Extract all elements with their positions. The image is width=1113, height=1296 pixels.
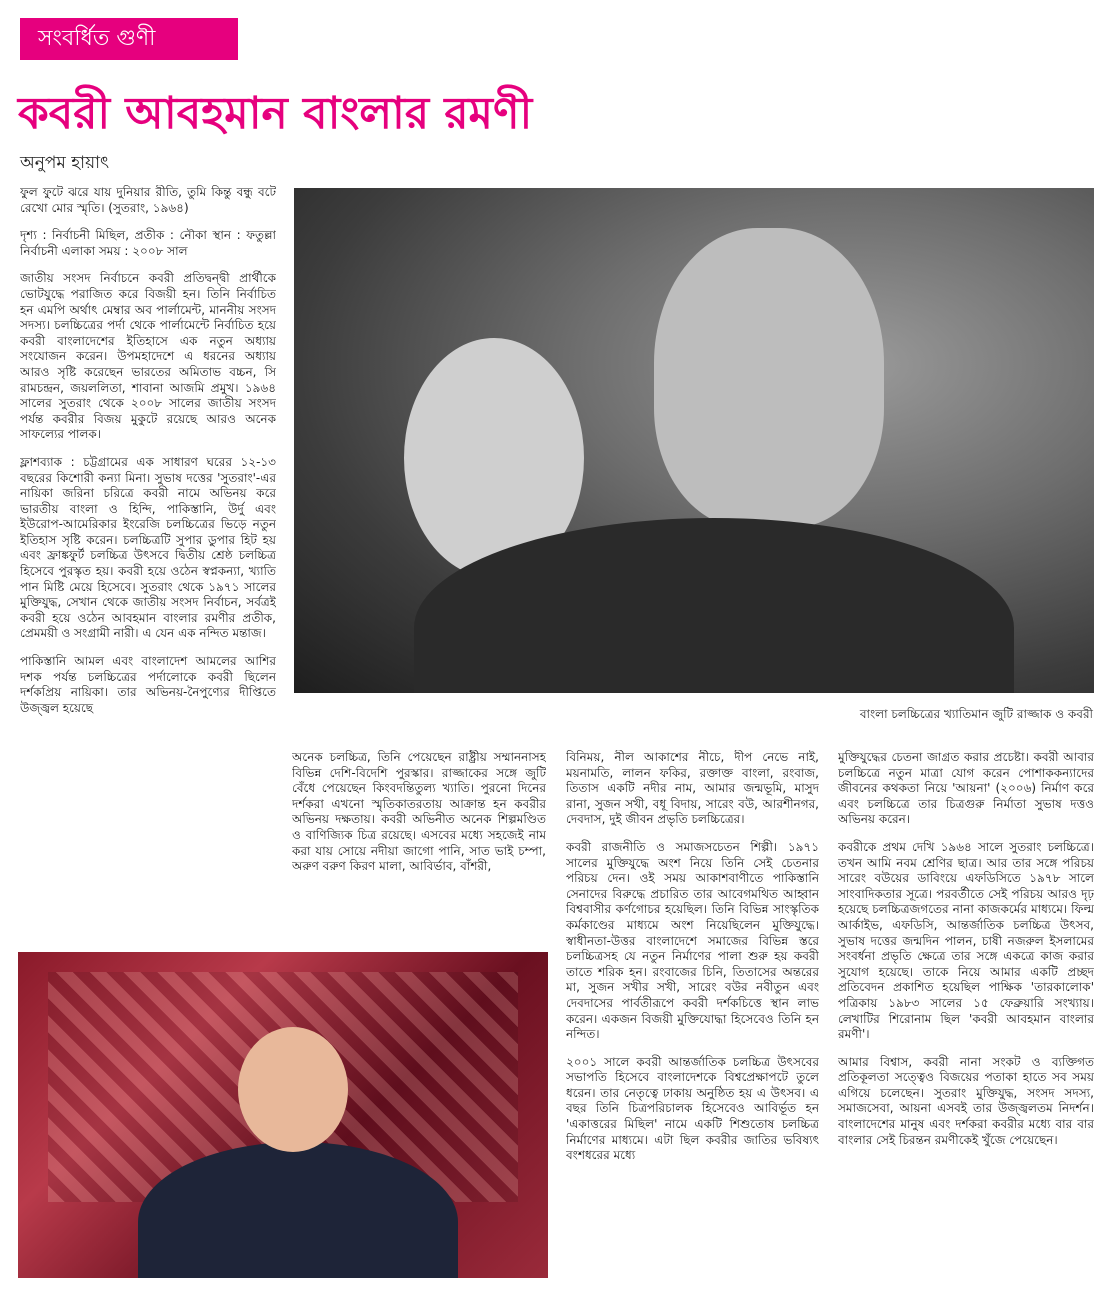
paragraph: মুক্তিযুদ্ধের চেতনা জাগ্রত করার প্রচেষ্টা। কবরী আবার চলচ্চিত্রে নতুন মাত্রা যোগ করেন পোশাককন্যাদের জীবনের কথকতা নিয়ে 'আয়না' (২০০৬) নির্মাণ করে এবং চলচ্চিত্রে তার চিত্রগুরু নির্মাতা সুভাষ দত্তও অভিনয় করেন। — [838, 750, 1094, 827]
photo-caption: বাংলা চলচ্চিত্রের খ্যাতিমান জুটি রাজ্জাক ও কবরী — [859, 707, 1093, 721]
paragraph: অনেক চলচ্চিত্র, তিনি পেয়েছেন রাষ্ট্রীয় সম্মাননাসহ বিভিন্ন দেশি-বিদেশি পুরস্কার। রাজ্জাকের সঙ্গে জুটি বেঁধে পেয়েছেন কিংবদন্তিতুল্য খ্যাতি। পুরনো দিনের দর্শকরা এখনো স্মৃতিকাতরতায় আক্রান্ত হন কবরীর অভিনয় দক্ষতায়। কবরী অভিনীত অনেক শিল্পমণ্ডিত ও বাণিজ্যিক চিত্র রয়েছে। এসবের মধ্যে সহজেই নাম করা যায় সোয়ে নদীয়া জাগো পানি, সাত ভাই চম্পা, অরুণ বরুণ কিরণ মালা, আবির্ভাব, বাঁশরী, — [292, 750, 546, 874]
paragraph: বিনিময়, নীল আকাশের নীচে, দীপ নেভে নাই, ময়নামতি, লালন ফকির, রক্তাক্ত বাংলা, রংবাজ, তিতাস একটি নদীর নাম, আমার জন্মভূমি, মাসুদ রানা, সুজন সখী, বধূ বিদায়, সারেং বউ, আরশীনগর, দেবদাস, দুই জীবন প্রভৃতি চলচ্চিত্রের। — [566, 750, 819, 827]
photo-figure-actor — [654, 228, 884, 528]
paragraph: কবরী রাজনীতি ও সমাজসচেতন শিল্পী। ১৯৭১ সালের মুক্তিযুদ্ধে অংশ নিয়ে তিনি সেই চেতনার পরিচয় দেন। ওই সময় আকাশবাণীতে পাকিস্তানি সেনাদের বিরুদ্ধে প্রচারিত তার আবেগমথিত আহ্বান বিশ্ববাসীর কর্ণগোচর হয়েছিল। তিনি বিভিন্ন সাংস্কৃতিক কর্মকাণ্ডের মাধ্যমে অংশ নিয়েছিলেন মুক্তিযুদ্ধে। স্বাধীনতা-উত্তর বাংলাদেশে সমাজের বিভিন্ন স্তরে চলচ্চিত্রসহ যে নতুন নির্মাণের পালা শুরু হয় কবরী তাতে শরিক হন। রংবাজের চিনি, তিতাসের অন্তরের মা, সুজন সখীর সখী, সারেং বউর নবীতুন এবং দেবদাসের পার্বতীরূপে কবরী দর্শকচিত্তে স্থান লাভ করেন। একজন বিজয়ী মুক্তিযোদ্ধা হিসেবেও তিনি হন নন্দিত। — [566, 839, 819, 1042]
paragraph: ২০০১ সালে কবরী আন্তর্জাতিক চলচ্চিত্র উৎসবের সভাপতি হিসেবে বাংলাদেশকে বিশ্বপ্রেক্ষাপটে তুলে ধরেন। তার নেতৃত্বে ঢাকায় অনুষ্ঠিত হয় এ উৎসব। এ বছর তিনি চিত্রপরিচালক হিসেবেও আবির্ভূত হন 'একাত্তরের মিছিল' নামে একটি শিশুতোষ চলচ্চিত্র নির্মাণের মাধ্যমে। এটা ছিল কবরীর জাতির ভবিষ্যৎ বংশধরের মধ্যে — [566, 1054, 819, 1163]
article-column-1 — [20, 185, 276, 945]
paragraph: আমার বিশ্বাস, কবরী নানা সংকট ও ব্যক্তিগত প্রতিকূলতা সত্ত্বেও বিজয়ের পতাকা হাতে সব সময় এগিয়ে চলেছেন। সুতরাং মুক্তিযুদ্ধ, সংসদ সদস্য, সমাজসেবা, আয়না এসবই তার উজ্জ্বলতম নিদর্শন। বাংলাদেশের মানুষ এবং দর্শকরা কবরীর মধ্যে বার বার বাংলার সেই চিরন্তন রমণীকেই খুঁজে পেয়েছেন। — [838, 1054, 1094, 1147]
paragraph: জাতীয় সংসদ নির্বাচনে কবরী প্রতিদ্বন্দ্বী প্রার্থীকে ভোটযুদ্ধে পরাজিত করে বিজয়ী হন। তিনি নির্বাচিত হন এমপি অর্থাৎ মেম্বার অব পার্লামেন্ট, মাননীয় সংসদ সদস্য। চলচ্চিত্রের পর্দা থেকে পার্লামেন্টে নির্বাচিত হয়ে কবরী বাংলাদেশের ইতিহাসে এক নতুন অধ্যায় সংযোজন করেন। উপমহাদেশে এ ধরনের অধ্যায় আরও সৃষ্টি করেছেন ভারতের অমিতাভ বচ্চন, সি রামচন্দ্রন, জয়ললিতা, শাবানা আজমি প্রমুখ। ১৯৬৪ সালের সুতরাং থেকে ২০০৮ সালের জাতীয় সংসদ পর্যন্ত কবরীর বিজয় মুকুটে রয়েছে আরও অনেক সাফল্যের পালক। — [20, 271, 276, 442]
article-column-2 — [292, 750, 546, 940]
paragraph: ফুল ফুটে ঝরে যায় দুনিয়ার রীতি, তুমি কিন্তু বন্ধু বটে রেখো মোর স্মৃতি। (সুতরাং, ১৯৬৪) — [20, 185, 276, 215]
paragraph: দৃশ্য : নির্বাচনী মিছিল, প্রতীক : নৌকা স্থান : ফতুল্লা নির্বাচনী এলাকা সময় : ২০০৮ সাল — [20, 228, 276, 258]
paragraph: কবরীকে প্রথম দেখি ১৯৬৪ সালে সুতরাং চলচ্চিত্রে। তখন আমি নবম শ্রেণির ছাত্র। আর তার সঙ্গে পরিচয় সারেং বউয়ের ডাবিংয়ে এফডিসিতে ১৯৭৮ সালে সাংবাদিকতার সূত্রে। পরবর্তীতে সেই পরিচয় আরও দৃঢ় হয়েছে চলচ্চিত্রজগতের নানা কাজকর্মের মাধ্যমে। ফিল্ম আর্কাইভ, এফডিসি, আন্তর্জাতিক চলচ্চিত্র উৎসব, সুভাষ দত্তের জন্মদিন পালন, চাষী নজরুল ইসলামের সংবর্ধনা প্রভৃতি ক্ষেত্রে তার সঙ্গে একত্রে কাজ করার সুযোগ হয়েছে। তাকে নিয়ে আমার একটি প্রচ্ছদ প্রতিবেদন প্রকাশিত হয়েছিল পাক্ষিক 'তারকালোক' পত্রিকায় ১৯৮৩ সালের ১৫ ফেব্রুয়ারি সংখ্যায়। লেখাটির শিরোনাম ছিল 'কবরী আবহমান বাংলার রমণী'। — [838, 839, 1094, 1042]
headline: কবরী আবহমান বাংলার রমণী — [18, 88, 533, 139]
portrait-photo — [18, 952, 548, 1278]
article-column-3 — [566, 750, 819, 1290]
byline: অনুপম হায়াৎ — [20, 153, 110, 173]
film-still-photo — [294, 188, 1094, 693]
section-tag: সংবর্ধিত গুণী — [20, 18, 238, 60]
article-column-4 — [838, 750, 1094, 1290]
paragraph: ফ্লাশব্যাক : চট্টগ্রামের এক সাধারণ ঘরের ১২-১৩ বছরের কিশোরী কন্যা মিনা। সুভাষ দত্তের 'সুতরাং'-এর নায়িকা জরিনা চরিত্রে কবরী নামে অভিনয় করে ভারতীয় বাংলা ও হিন্দি, পাকিস্তানি, উর্দু এবং ইউরোপ-আমেরিকার ইংরেজি চলচ্চিত্রের ভিড়ে নতুন ইতিহাস সৃষ্টি করেন। চলচ্চিত্রটি সুপার ডুপার হিট হয় এবং ফ্রাঙ্কফুর্ট চলচ্চিত্র উৎসবে দ্বিতীয় শ্রেষ্ঠ চলচ্চিত্র হিসেবে পুরস্কৃত হয়। কবরী হয়ে ওঠেন স্বপ্নকন্যা, খ্যাতি পান মিষ্টি মেয়ে হিসেবে। সুতরাং থেকে ১৯৭১ সালের মুক্তিযুদ্ধ, সেখান থেকে জাতীয় সংসদ নির্বাচন, সর্বত্রই কবরী হয়ে ওঠেন আবহমান বাংলার রমণীর প্রতীক, প্রেমময়ী ও সংগ্রামী নারী। এ যেন এক নন্দিত মন্তাজ। — [20, 454, 276, 641]
photo-person-head — [238, 1027, 348, 1152]
paragraph: পাকিস্তানি আমল এবং বাংলাদেশ আমলের আশির দশক পর্যন্ত চলচ্চিত্রের পর্দালোকে কবরী ছিলেন দর্শকপ্রিয় নায়িকা। তার অভিনয়-নৈপুণ্যের দীপ্তিতে উজ্জ্বল হয়েছে — [20, 654, 276, 715]
